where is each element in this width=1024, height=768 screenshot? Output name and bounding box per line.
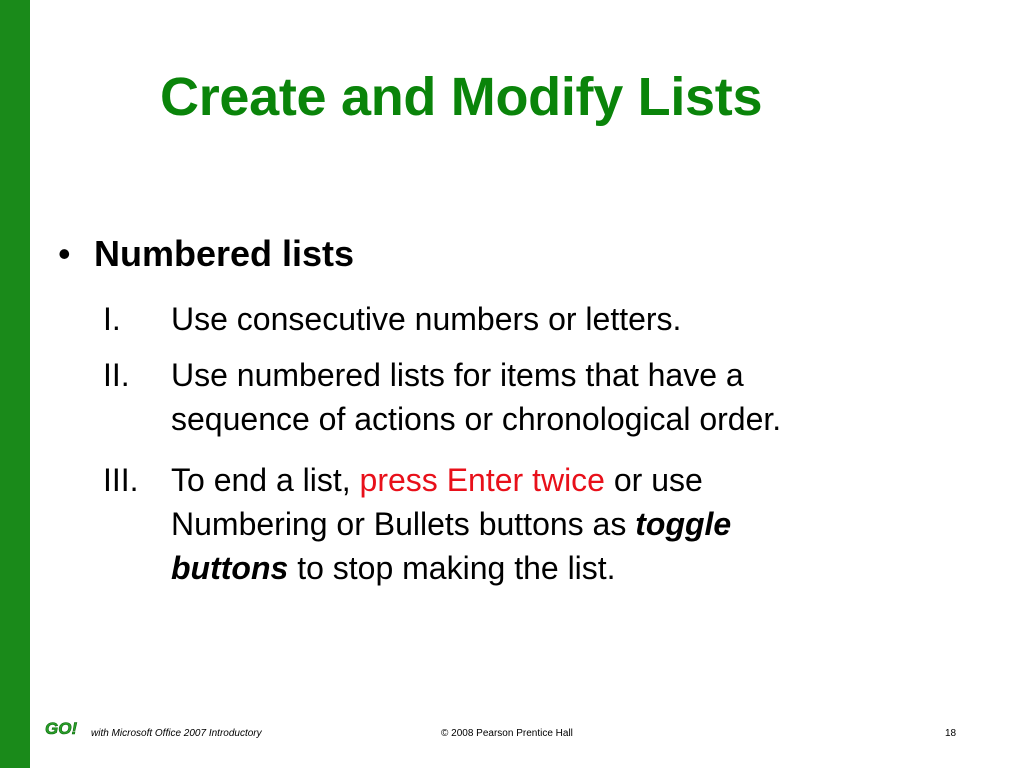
list-item-number: III. xyxy=(103,462,139,498)
list-item-text-part: Numbering or Bullets buttons as xyxy=(171,506,636,542)
go-logo-icon xyxy=(44,718,88,738)
left-accent-bar xyxy=(0,0,30,768)
list-item-text-part: To end a list, xyxy=(171,462,360,498)
go-logo-text: GO! xyxy=(45,719,78,738)
slide-title: Create and Modify Lists xyxy=(160,67,763,127)
emphasis-red-text: press Enter twice xyxy=(359,462,605,498)
footer-copyright: © 2008 Pearson Prentice Hall xyxy=(441,728,573,739)
emphasis-bold-italic-text: toggle xyxy=(635,506,732,542)
footer-page-number: 18 xyxy=(945,728,957,739)
list-item-text-part: to stop making the list. xyxy=(288,550,616,586)
list-item-line: Use numbered lists for items that have a xyxy=(171,357,744,393)
list-item-number: I. xyxy=(103,301,121,337)
emphasis-bold-italic-text: buttons xyxy=(171,550,289,586)
footer-book-title: with Microsoft Office 2007 Introductory xyxy=(91,728,262,739)
list-item-line: sequence of actions or chronological order. xyxy=(171,401,782,437)
list-item-text xyxy=(171,353,781,441)
list-item-text-part: or use xyxy=(604,462,703,498)
bullet-label: Numbered lists xyxy=(94,233,355,274)
list-item-number: II. xyxy=(103,357,130,393)
list-item-text xyxy=(171,458,731,590)
list-item-text: Use consecutive numbers or letters. xyxy=(171,301,682,337)
slide-footer xyxy=(0,719,1024,746)
bullet-dot-icon: • xyxy=(58,233,71,274)
